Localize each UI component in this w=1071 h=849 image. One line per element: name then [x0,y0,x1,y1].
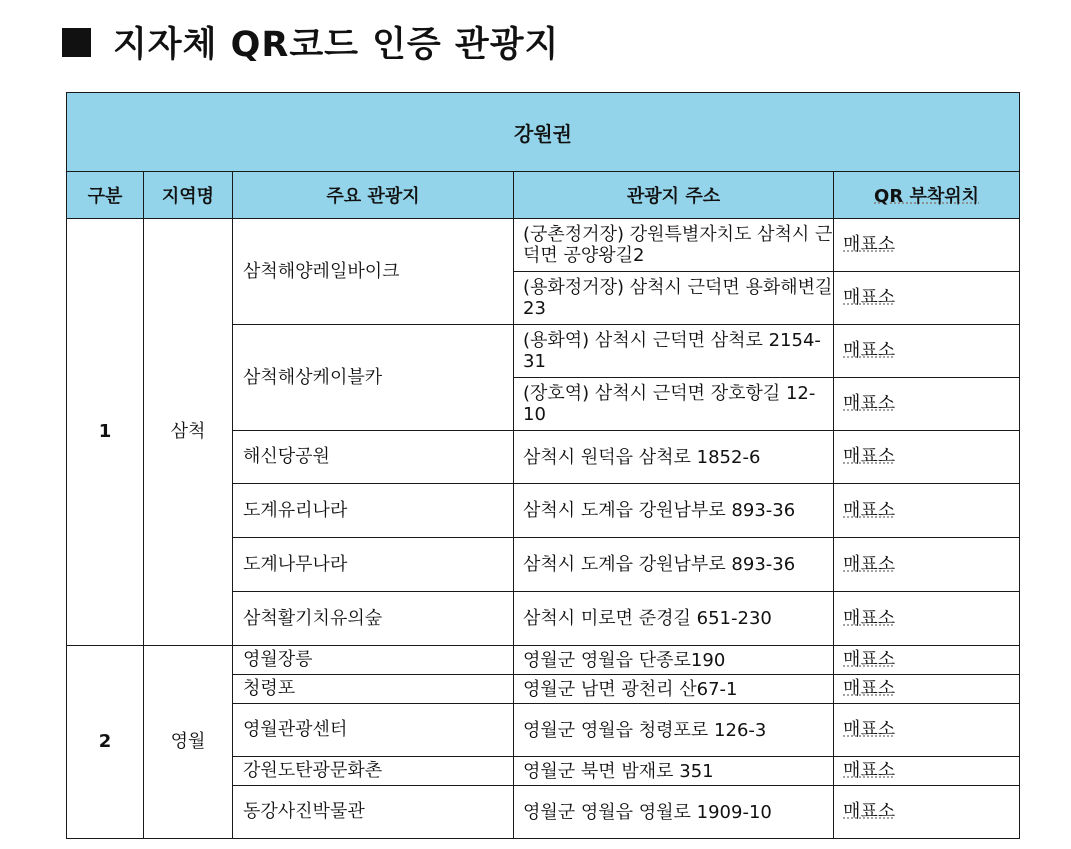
place-name: 삼척해상케이블카 [233,325,514,431]
place-name: 동강사진박물관 [233,786,514,839]
qr-location-text: 매표소 [843,801,896,822]
place-address: 영월군 남면 광천리 산67-1 [514,675,834,704]
page-title-text: 지자체 QR코드 인증 관광지 [113,25,560,65]
place-name: 청령포 [233,675,514,704]
place-address: 영월군 영월읍 영월로 1909-10 [514,786,834,839]
qr-location [834,431,1020,484]
place-address: 삼척시 원덕읍 삼척로 1852-6 [514,431,834,484]
qr-location-text: 매표소 [843,760,896,781]
group-number: 2 [67,646,144,839]
qr-location-text: 매표소 [843,393,896,414]
qr-location [834,484,1020,538]
table-body [67,219,1020,839]
qr-location [834,219,1020,272]
place-name: 해신당공원 [233,431,514,484]
column-header-area: 지역명 [144,172,233,219]
place-name: 영월장릉 [233,646,514,675]
place-address: 삼척시 도계읍 강원남부로 893-36 [514,484,834,538]
place-address: 영월군 영월읍 청령포로 126-3 [514,704,834,757]
qr-location [834,786,1020,839]
table-row [67,646,1020,675]
qr-location-text: 매표소 [843,553,896,575]
place-name: 삼척해양레일바이크 [233,219,514,325]
qr-location-text: 매표소 [843,719,896,740]
place-address: 영월군 영월읍 단종로190 [514,646,834,675]
table-row [67,219,1020,272]
tourist-site-table [66,92,1020,839]
qr-location [834,646,1020,675]
qr-location [834,675,1020,704]
region-header: 강원권 [67,93,1020,172]
qr-location [834,378,1020,431]
area-name: 영월 [144,646,233,839]
column-header-address: 관광지 주소 [514,172,834,219]
column-header-no: 구분 [67,172,144,219]
qr-location [834,538,1020,592]
place-name: 영월관광센터 [233,704,514,757]
qr-location [834,757,1020,786]
place-name: 강원도탄광문화촌 [233,757,514,786]
qr-location [834,272,1020,325]
square-bullet-icon [62,28,91,57]
group-number: 1 [67,219,144,646]
place-address: 영월군 북면 밤재로 351 [514,757,834,786]
place-address: (용화역) 삼척시 근덕면 삼척로 2154-31 [514,325,834,378]
qr-location-text: 매표소 [843,446,896,467]
qr-location-text: 매표소 [843,607,896,629]
qr-location-text: 매표소 [843,340,896,361]
qr-location-text: 매표소 [843,678,896,699]
qr-location-text: 매표소 [843,499,896,521]
qr-location-text: 매표소 [843,287,896,308]
place-address: 삼척시 도계읍 강원남부로 893-36 [514,538,834,592]
qr-location-text: 매표소 [843,649,896,670]
qr-location [834,704,1020,757]
qr-location [834,325,1020,378]
place-address: (용화정거장) 삼척시 근덕면 용화해변길 23 [514,272,834,325]
column-header-qr-location: QR 부착위치 [834,172,1020,219]
place-address: (궁촌정거장) 강원특별자치도 삼척시 근덕면 공양왕길2 [514,219,834,272]
area-name: 삼척 [144,219,233,646]
qr-location-text: 매표소 [843,234,896,255]
place-address: (장호역) 삼척시 근덕면 장호항길 12-10 [514,378,834,431]
qr-location [834,592,1020,646]
place-name: 삼척활기치유의숲 [233,592,514,646]
place-name: 도계유리나라 [233,484,514,538]
place-address: 삼척시 미로면 준경길 651-230 [514,592,834,646]
column-header-place: 주요 관광지 [233,172,514,219]
page-title [62,14,559,70]
place-name: 도계나무나라 [233,538,514,592]
